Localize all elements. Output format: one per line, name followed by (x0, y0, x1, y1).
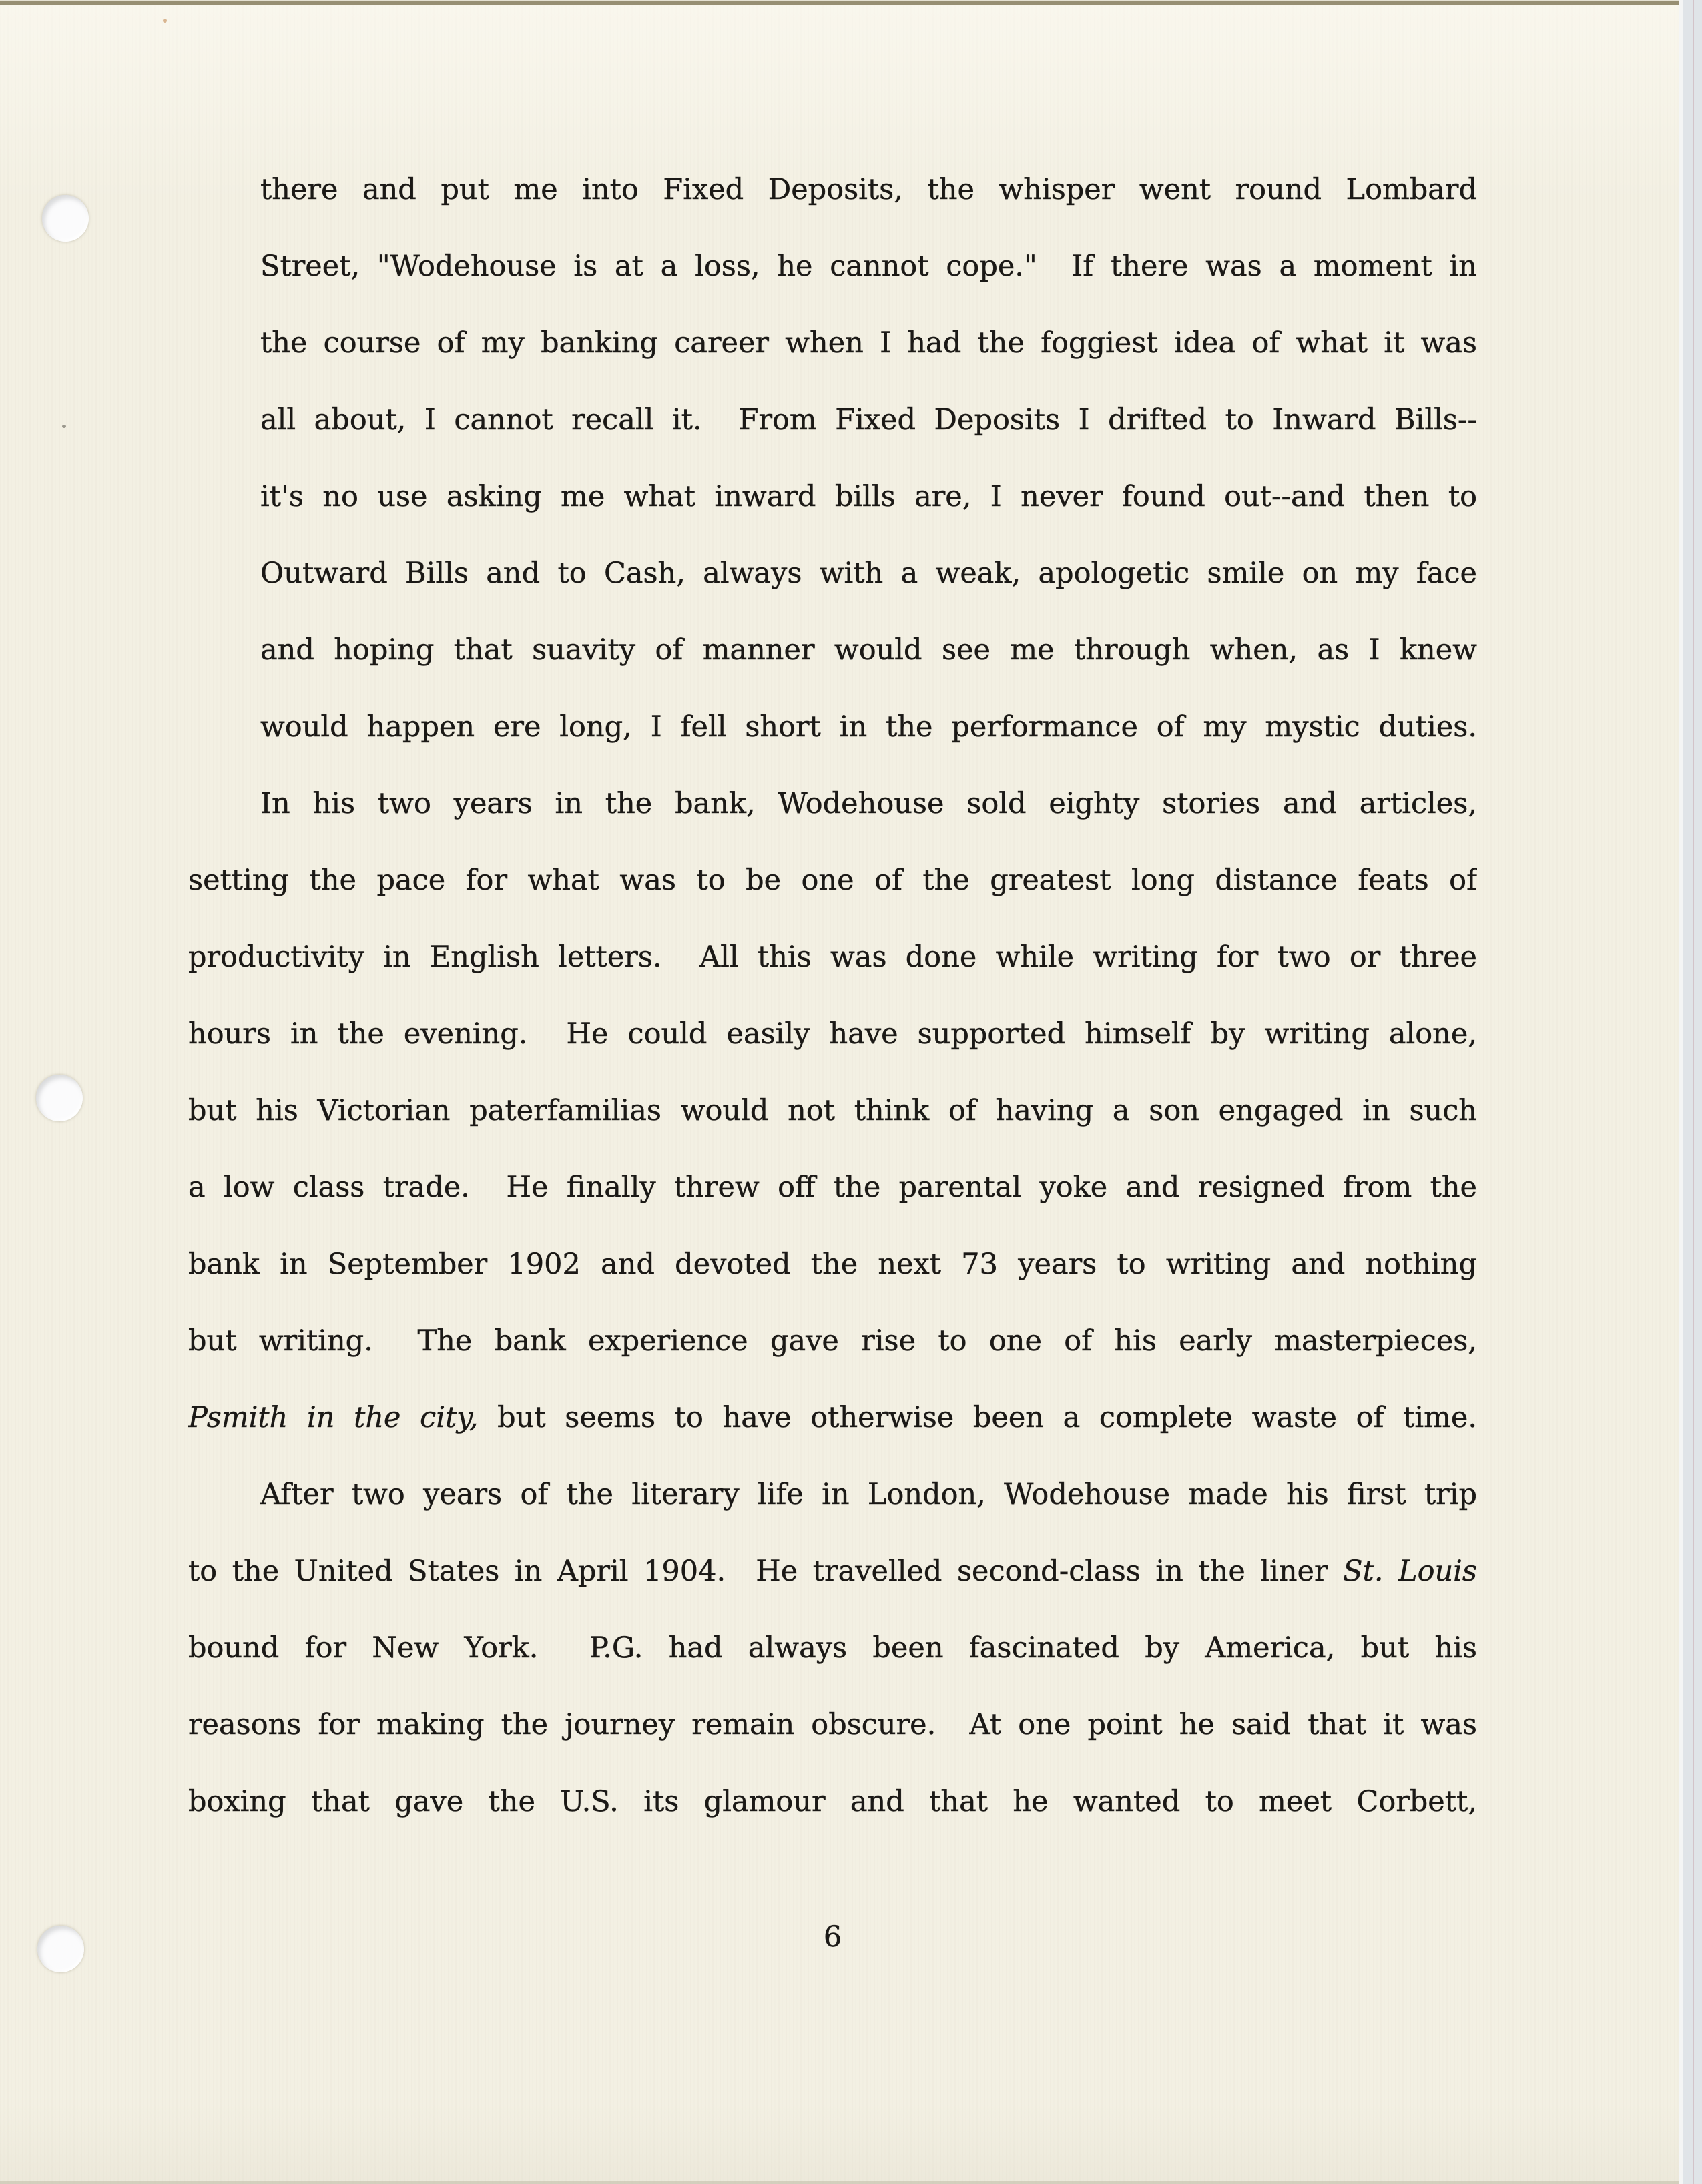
scan-bottom-edge (0, 2181, 1679, 2184)
text-segment: productivity in English letters. All this was done while writing for two or three (188, 940, 1477, 974)
text-segment: boxing that gave the U.S. its glamour and that he wanted to meet Corbett, (188, 1785, 1477, 1818)
punch-hole-middle (36, 1075, 83, 1121)
text-segment: a low class trade. He finally threw off the parental yoke and resigned from the (188, 1171, 1477, 1204)
text-line (188, 996, 1477, 1073)
text-segment: In his two years in the bank, Wodehouse sold eighty stories and articles, (260, 787, 1477, 820)
text-line (260, 459, 1477, 535)
text-segment: After two years of the literary life in London, Wodehouse made his first trip (260, 1478, 1477, 1511)
text-segment: to the United States in April 1904. He travelled second-class in the liner (188, 1555, 1344, 1588)
text-segment: bank in September 1902 and devoted the next 73 years to writing and nothing (188, 1248, 1477, 1281)
text-line (188, 1303, 1477, 1380)
text-segment: bound for New York. P.G. had always been fascinated by America, but his (188, 1631, 1477, 1665)
text-segment: Outward Bills and to Cash, always with a weak, apologetic smile on my face (260, 557, 1477, 590)
text-line (260, 612, 1477, 689)
scan-speck (163, 19, 167, 23)
italic-text-segment: Psmith in the city, (188, 1401, 479, 1434)
text-line (188, 1226, 1477, 1303)
text-segment: Street, "Wodehouse is at a loss, he cannot cope." If there was a moment in (260, 250, 1477, 283)
text-line (188, 766, 1477, 842)
scan-speck (62, 425, 66, 428)
text-line (188, 1687, 1477, 1763)
typed-text-block (188, 152, 1477, 1840)
text-segment: the course of my banking career when I had the foggiest idea of what it was (260, 326, 1477, 360)
text-segment: setting the pace for what was to be one of the greatest long distance feats of (188, 864, 1477, 897)
text-segment: reasons for making the journey remain obscure. At one point he said that it was (188, 1708, 1477, 1741)
text-line (188, 1073, 1477, 1149)
punch-hole-bottom (37, 1926, 84, 1972)
italic-text-segment: St. Louis (1343, 1555, 1477, 1588)
text-line (188, 919, 1477, 996)
text-line (260, 228, 1477, 305)
text-line (188, 1763, 1477, 1840)
text-segment: hours in the evening. He could easily have supported himself by writing alone, (188, 1017, 1477, 1051)
text-segment: all about, I cannot recall it. From Fixed Deposits I drifted to Inward Bills-- (260, 403, 1477, 437)
text-line (188, 1456, 1477, 1533)
text-line (188, 842, 1477, 919)
text-segment: it's no use asking me what inward bills are, I never found out--and then to (260, 480, 1477, 513)
punch-hole-top (42, 195, 89, 242)
text-line (260, 305, 1477, 382)
text-segment: would happen ere long, I fell short in the performance of my mystic duties. (260, 710, 1477, 744)
text-segment: and hoping that suavity of manner would see me through when, as I knew (260, 633, 1477, 667)
text-line (260, 152, 1477, 228)
page-number: 6 (823, 1920, 842, 1954)
text-line (188, 1149, 1477, 1226)
text-line (188, 1380, 1477, 1456)
text-segment: but seems to have otherwise been a complete waste of time. (478, 1401, 1477, 1434)
scan-top-edge (0, 0, 1679, 5)
text-segment: there and put me into Fixed Deposits, the whisper went round Lombard (260, 173, 1477, 206)
text-line (188, 1533, 1477, 1610)
text-line (260, 382, 1477, 459)
text-segment: but writing. The bank experience gave rise to one of his early masterpieces, (188, 1324, 1477, 1358)
text-segment: but his Victorian paterfamilias would not think of having a son engaged in such (188, 1094, 1477, 1127)
text-line (260, 689, 1477, 766)
text-line (260, 535, 1477, 612)
scanner-edge-strip (1679, 0, 1702, 2184)
text-line (188, 1610, 1477, 1687)
scanner-edge-line (1693, 0, 1694, 2184)
